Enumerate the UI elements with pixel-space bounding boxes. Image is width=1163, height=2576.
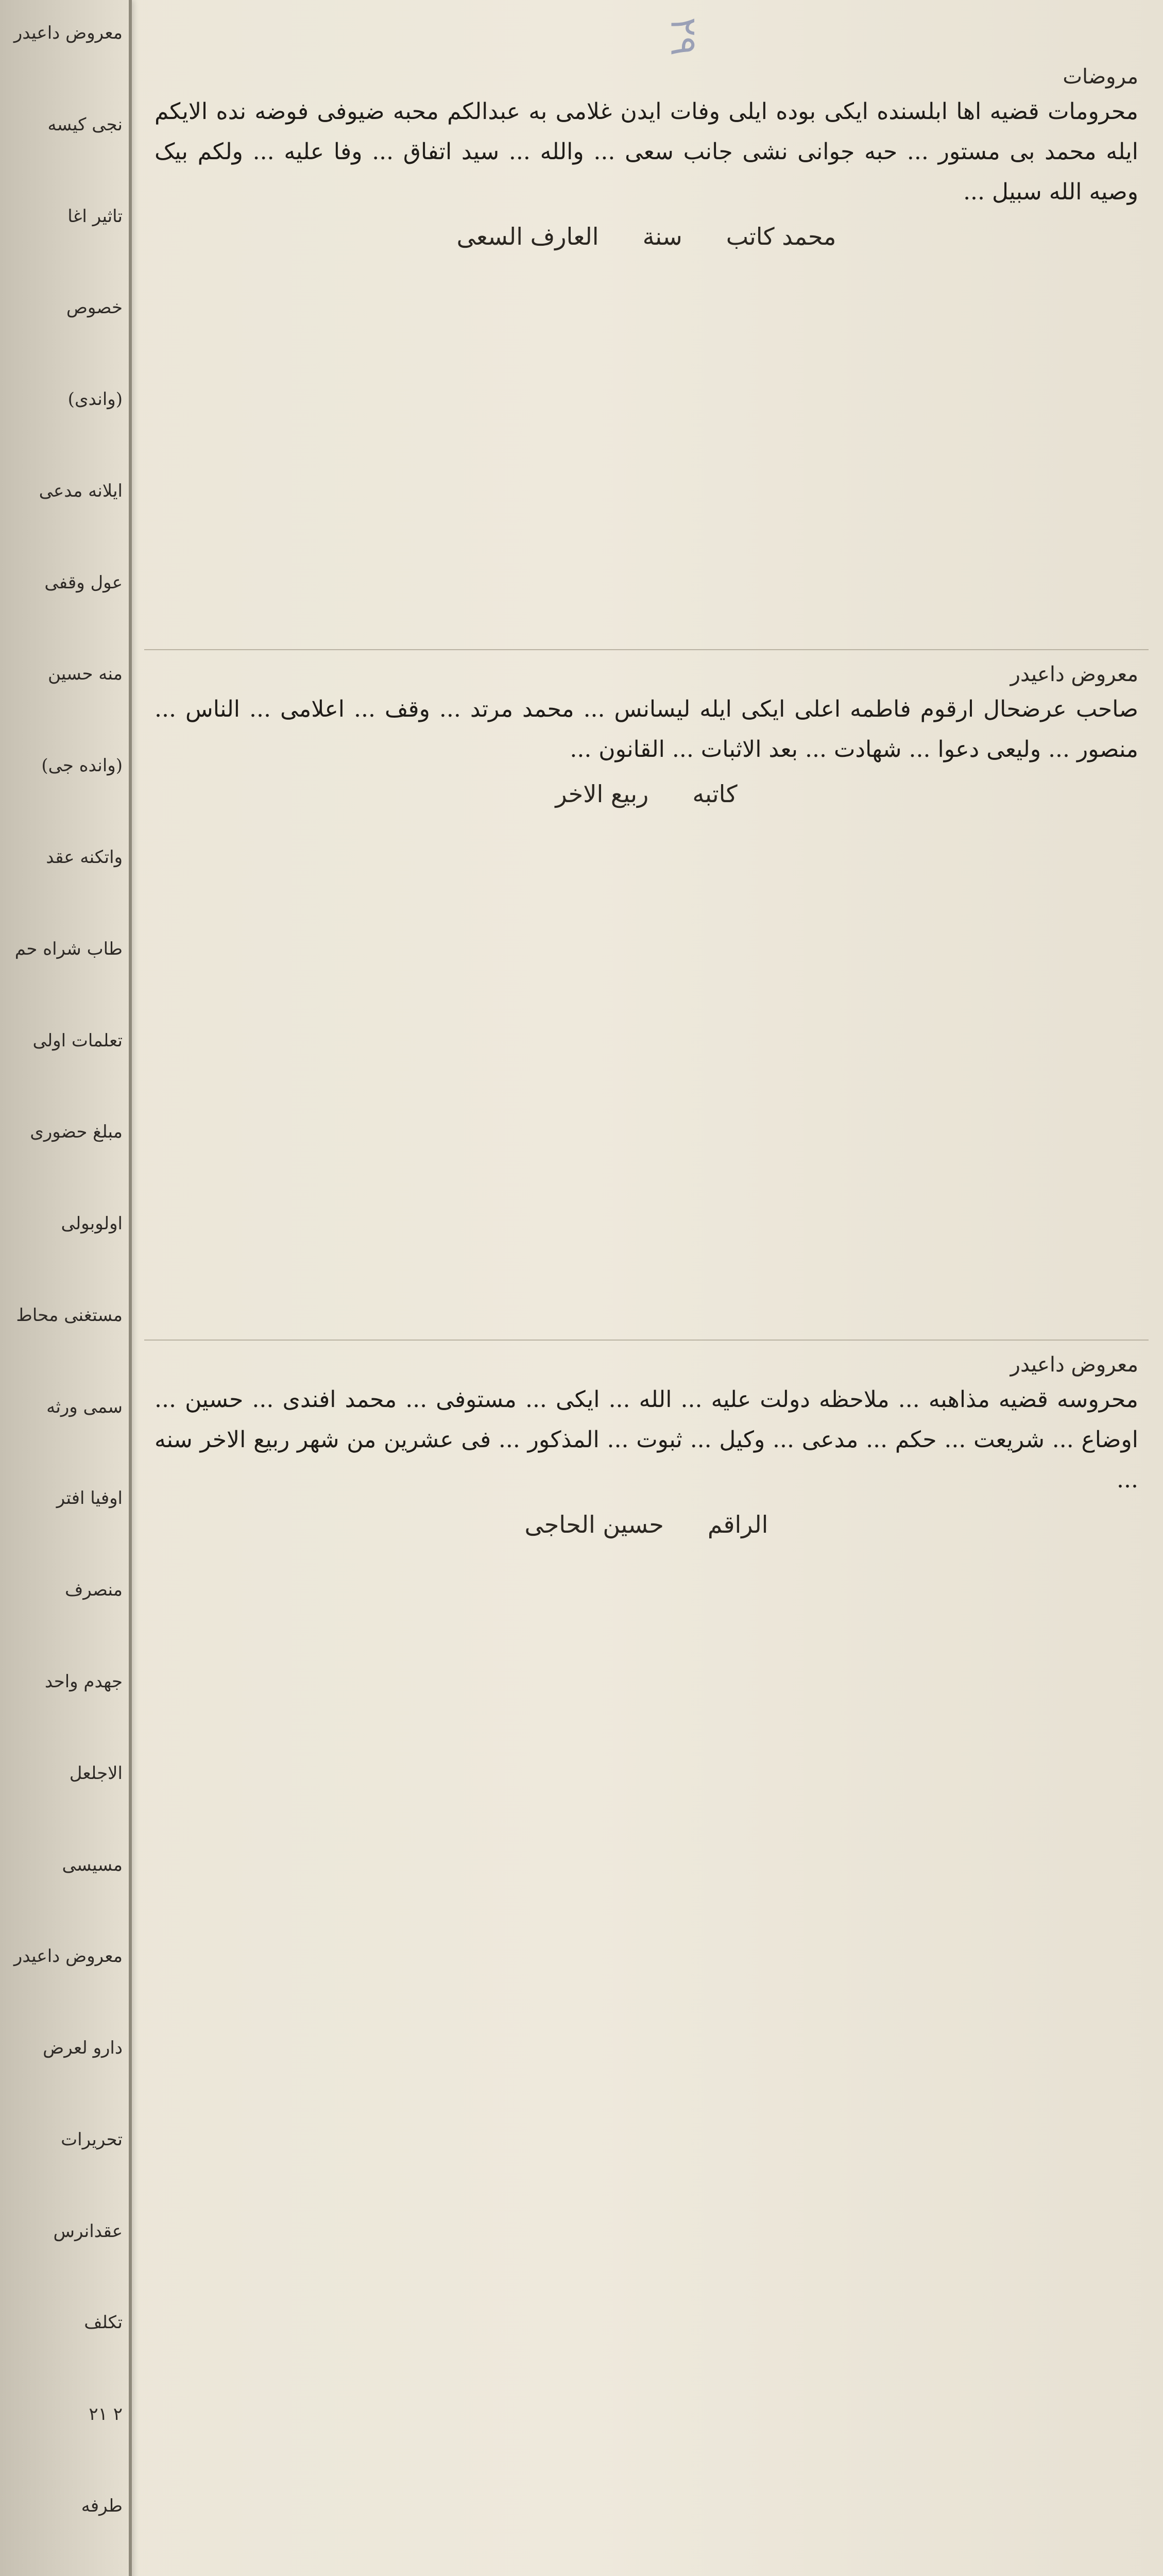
margin-note: واتکنه عقد [46, 847, 123, 868]
margin-note: اوفیا افتر [56, 1488, 123, 1509]
entry-1 [144, 62, 1149, 587]
margin-note: معروض داعیدر [13, 1946, 123, 1967]
entry-body: صاحب عرضحال ارقوم فاطمه اعلی ایکی ایله لیسانس ... محمد مرتد ... وقف ... اعلامی ... الناس ... منصور ... ولیعی دعوا ... شهادت ... بعد الاثبات ... القانون ... [155, 696, 1138, 762]
separator [144, 1340, 1149, 1341]
margin-note: خصوص [66, 297, 123, 318]
signature-row [144, 212, 1149, 261]
margin-note: تکلف [84, 2312, 123, 2333]
signature: حسین الحاجی [524, 1511, 664, 1538]
margin-note: مستغنی محاط [16, 1304, 123, 1326]
margin-note: اولوبولی [61, 1213, 123, 1234]
signature-row [144, 1500, 1149, 1549]
margin-note: طرفه [81, 2496, 123, 2516]
signature: سنة [642, 223, 682, 250]
signature: کاتبه [692, 780, 738, 808]
entry-body: محروسه قضیه مذاهبه ... ملاحظه دولت علیه ... الله ... ایکی ... مستوفی ... محمد افندی ... حسین ... اوضاع ... شریعت ... حکم ... مدعی ... وکیل ... ثبوت ... المذکور ... فی عشرین من شهر ربیع الاخر سنه ... [155, 1386, 1138, 1493]
margin-note: (وانده جی) [41, 755, 123, 776]
margin-note: تحریرات [61, 2129, 123, 2150]
entry-heading: معروض داعیدر [1010, 663, 1138, 686]
signature: محمد کاتب [726, 223, 836, 250]
margin-note: دارو لعرض [43, 2038, 123, 2059]
margin-note: نجی کیسه [47, 114, 123, 135]
separator [144, 649, 1149, 650]
margin-note: سمی ورثه [46, 1396, 123, 1417]
signature: الراقم [707, 1511, 768, 1538]
left-margin [0, 0, 132, 2576]
margin-note: منصرف [65, 1580, 123, 1601]
margin-note: (واندی) [67, 389, 123, 410]
margin-note: ۲۱ ۲ [89, 2404, 123, 2425]
margin-note: طاب شراه حم [14, 938, 123, 959]
signature: ربیع الاخر [555, 780, 649, 808]
signature-row [144, 770, 1149, 818]
entry-body: محرومات قضیه اها ابلسنده ایکی بوده ایلی وفات ایدن غلامی به عبدالکم محبه ضیوفی فوضه نده الایکم ایله محمد بی مستور ... حبه جوانی نشی جانب سعی ... والله ... سید اتفاق ... وفا علیه ... ولکم بیک وصیه الله سبیل ... [155, 98, 1138, 205]
margin-note: جهدم واحد [44, 1671, 123, 1692]
margin-note: مبلغ حضوری [30, 1122, 123, 1143]
margin-note: مسیسی [62, 1854, 123, 1875]
margin-note: عول وقفی [44, 572, 123, 593]
margin-note: منه حسین [48, 664, 123, 685]
margin-note: الاجلعل [69, 1762, 123, 1784]
entry-heading: مروضات [1063, 65, 1138, 89]
signature: العارف السعی [456, 223, 599, 250]
entry-3 [144, 1350, 1149, 2576]
margin-note: ایلانه مدعی [39, 480, 123, 501]
margin-note: تعلمات اولی [32, 1030, 123, 1051]
margin-note: معروض داعیدر [13, 23, 123, 43]
margin-note: عقدانرس [53, 2221, 123, 2242]
page-number: ٢٩ [662, 17, 705, 56]
entry-heading: معروض داعیدر [1010, 1353, 1138, 1377]
entry-2 [144, 659, 1149, 1278]
margin-note: تاثیر اغا [67, 206, 123, 227]
